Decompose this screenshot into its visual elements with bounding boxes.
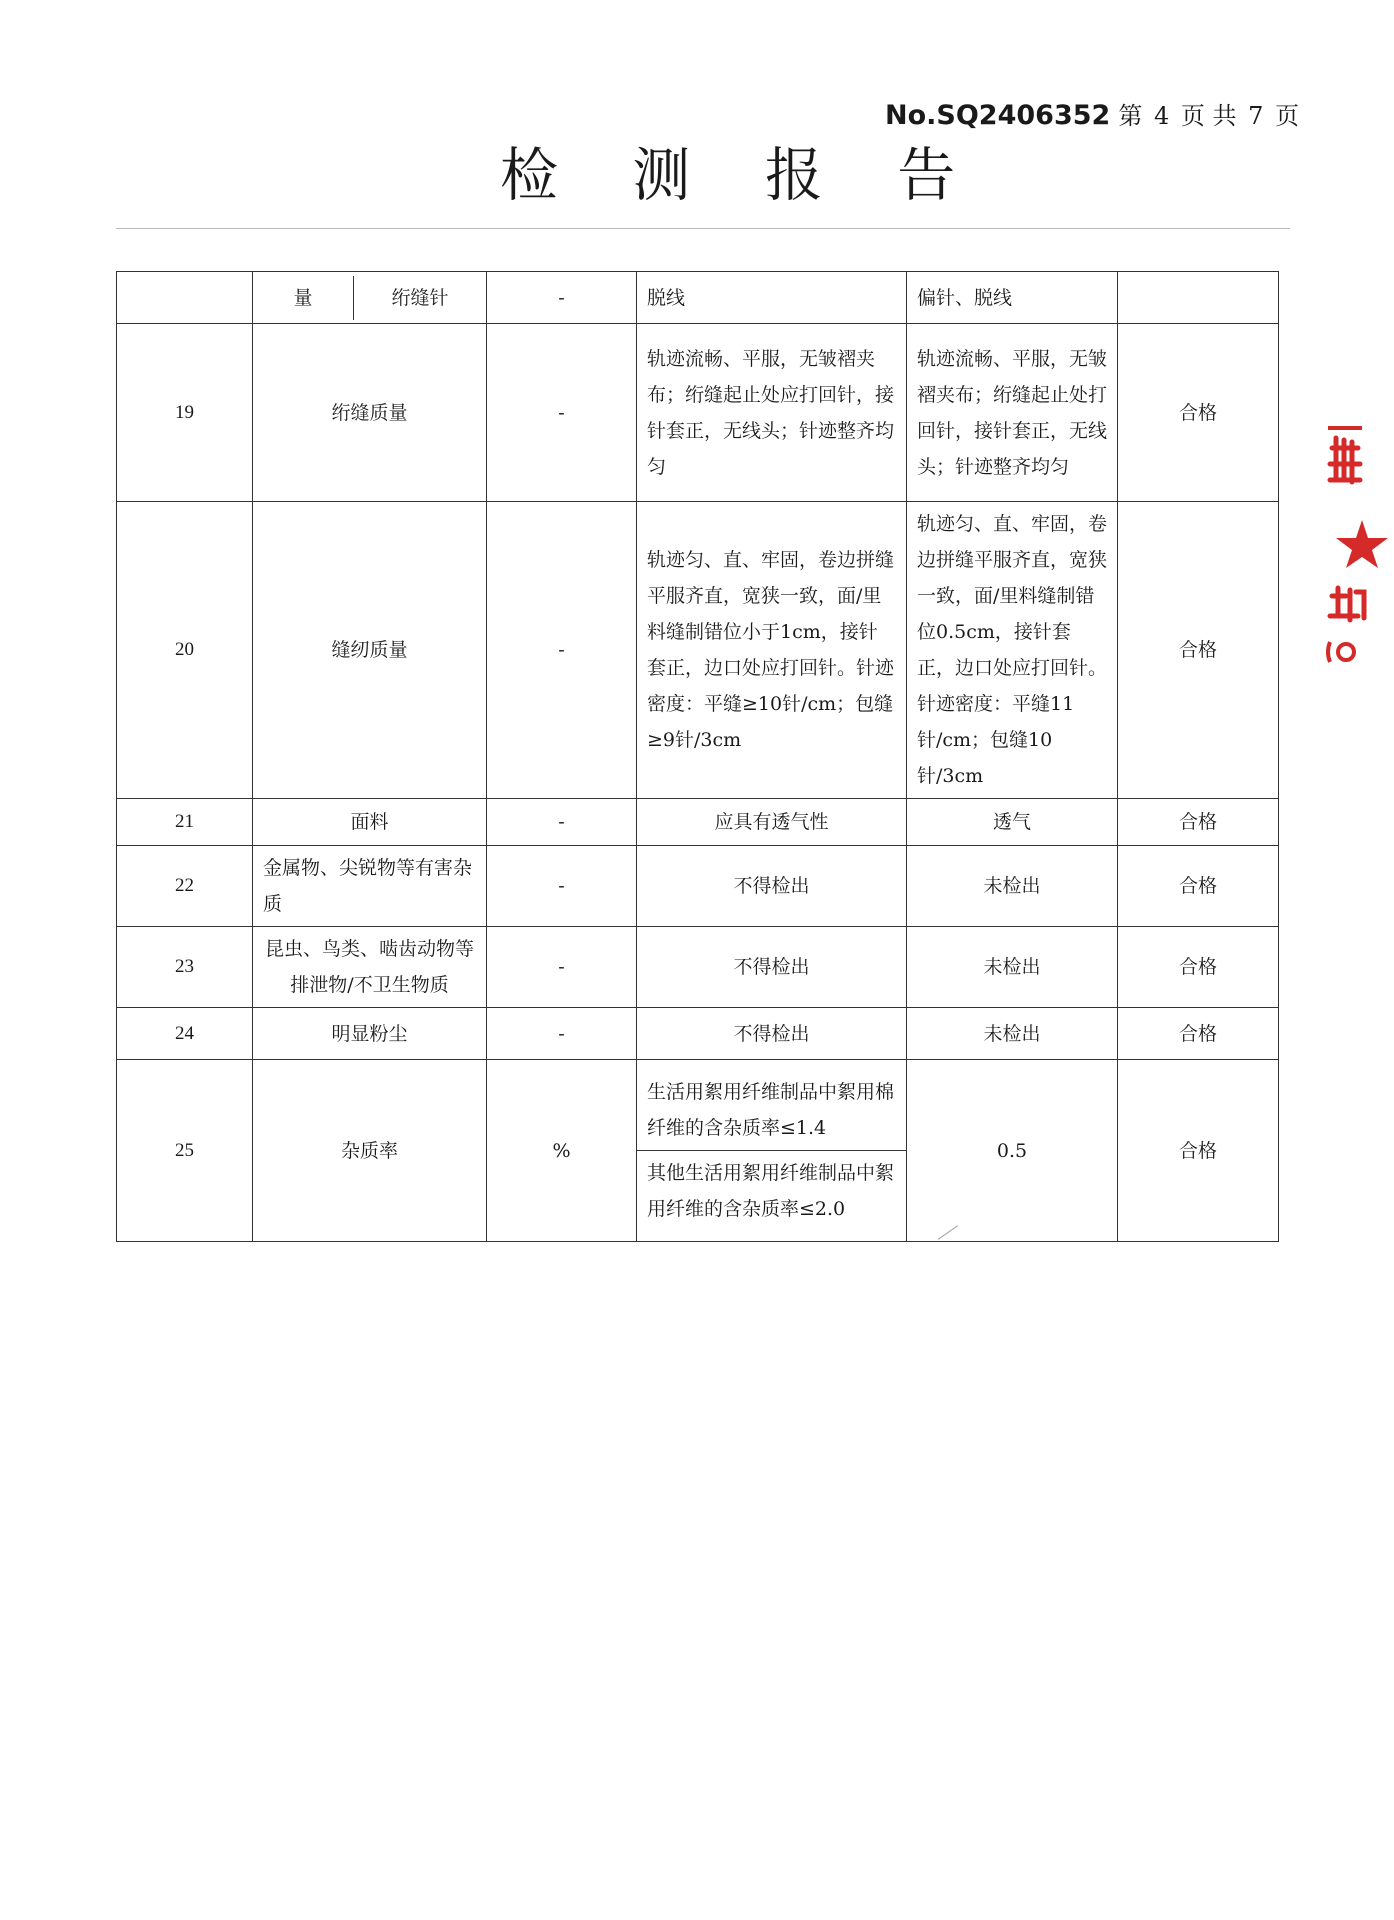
cell-verdict <box>1118 272 1279 324</box>
results-table <box>116 271 1279 1242</box>
page-prefix: 第 <box>1118 102 1143 130</box>
cell-unit: - <box>487 272 637 324</box>
cell-unit: - <box>487 846 637 927</box>
cell-verdict: 合格 <box>1118 1060 1279 1242</box>
cell-no: 21 <box>117 799 253 846</box>
cell-unit: - <box>487 1008 637 1060</box>
report-number: No.SQ2406352 <box>885 100 1111 131</box>
cell-no: 24 <box>117 1008 253 1060</box>
nested-item-table <box>253 276 486 320</box>
table-row <box>117 927 1279 1008</box>
table-row <box>117 846 1279 927</box>
cell-result: 未检出 <box>907 1008 1118 1060</box>
cell-requirement: 不得检出 <box>637 1008 907 1060</box>
cell-verdict: 合格 <box>1118 324 1279 502</box>
cell-item <box>253 272 487 324</box>
table-row <box>117 502 1279 799</box>
header-divider <box>116 228 1290 229</box>
cell-result: 透气 <box>907 799 1118 846</box>
cell-requirement: 不得检出 <box>637 927 907 1008</box>
table-row-continued <box>117 272 1279 324</box>
cell-verdict: 合格 <box>1118 1008 1279 1060</box>
table-row <box>117 1060 1279 1242</box>
table-row <box>117 1008 1279 1060</box>
cell-requirement: 应具有透气性 <box>637 799 907 846</box>
cell-item-b: 绗缝针 <box>391 286 449 309</box>
table-row <box>117 799 1279 846</box>
cell-unit: - <box>487 927 637 1008</box>
cell-result: 未检出 <box>907 846 1118 927</box>
cell-no: 23 <box>117 927 253 1008</box>
cell-requirement: 不得检出 <box>637 846 907 927</box>
cell-item: 杂质率 <box>253 1060 487 1242</box>
cell-no: 20 <box>117 502 253 799</box>
cell-item: 缝纫质量 <box>253 502 487 799</box>
cell-result: 未检出 <box>907 927 1118 1008</box>
cell-unit: - <box>487 799 637 846</box>
cell-verdict: 合格 <box>1118 799 1279 846</box>
page-total: 7 <box>1248 102 1264 130</box>
cell-requirement: 轨迹流畅、平服，无皱褶夹布；绗缝起止处应打回针，接针套正，无线头；针迹整齐均匀 <box>637 324 907 502</box>
cell-verdict: 合格 <box>1118 502 1279 799</box>
cell-item: 绗缝质量 <box>253 324 487 502</box>
cell-requirement <box>637 1060 907 1242</box>
cell-no: 19 <box>117 324 253 502</box>
cell-no: 22 <box>117 846 253 927</box>
cell-item: 金属物、尖锐物等有害杂质 <box>253 846 487 927</box>
table-row <box>117 324 1279 502</box>
report-number-line <box>885 96 1299 131</box>
cell-unit: - <box>487 324 637 502</box>
cell-unit: % <box>487 1060 637 1242</box>
cell-no: 25 <box>117 1060 253 1242</box>
official-seal <box>1322 420 1394 670</box>
seal-graphic <box>1322 420 1394 670</box>
cell-result: 轨迹匀、直、牢固，卷边拼缝平服齐直，宽狭一致，面/里料缝制错位0.5cm，接针套正，边口处应打回针。针迹密度：平缝11针/cm；包缝10针/3cm <box>907 502 1118 799</box>
cell-requirement: 轨迹匀、直、牢固，卷边拼缝平服齐直，宽狭一致，面/里料缝制错位小于1cm，接针套正，边口处应打回针。针迹密度：平缝≥10针/cm；包缝≥9针/3cm <box>637 502 907 799</box>
cell-result: 偏针、脱线 <box>907 272 1118 324</box>
cell-verdict: 合格 <box>1118 846 1279 927</box>
star-icon <box>1336 520 1388 568</box>
cell-result: 0.5 <box>907 1060 1118 1242</box>
cell-unit: - <box>487 502 637 799</box>
page-middle: 页 共 <box>1180 102 1237 130</box>
page-title: 检 测 报 告 <box>500 141 984 209</box>
cell-item: 面料 <box>253 799 487 846</box>
cell-item: 昆虫、鸟类、啮齿动物等排泄物/不卫生物质 <box>253 927 487 1008</box>
page-current: 4 <box>1153 102 1170 130</box>
cell-requirement: 脱线 <box>637 272 907 324</box>
cell-requirement-b: 其他生活用絮用纤维制品中絮用纤维的含杂质率≤2.0 <box>637 1150 906 1231</box>
cell-verdict: 合格 <box>1118 927 1279 1008</box>
page-suffix: 页 <box>1275 102 1300 130</box>
cell-result: 轨迹流畅、平服，无皱褶夹布；绗缝起止处打回针，接针套正，无线头；针迹整齐均匀 <box>907 324 1118 502</box>
cell-item-a: 量 <box>253 276 354 320</box>
cell-requirement-a: 生活用絮用纤维制品中絮用棉纤维的含杂质率≤1.4 <box>647 1081 895 1139</box>
cell-no <box>117 272 253 324</box>
cell-item: 明显粉尘 <box>253 1008 487 1060</box>
